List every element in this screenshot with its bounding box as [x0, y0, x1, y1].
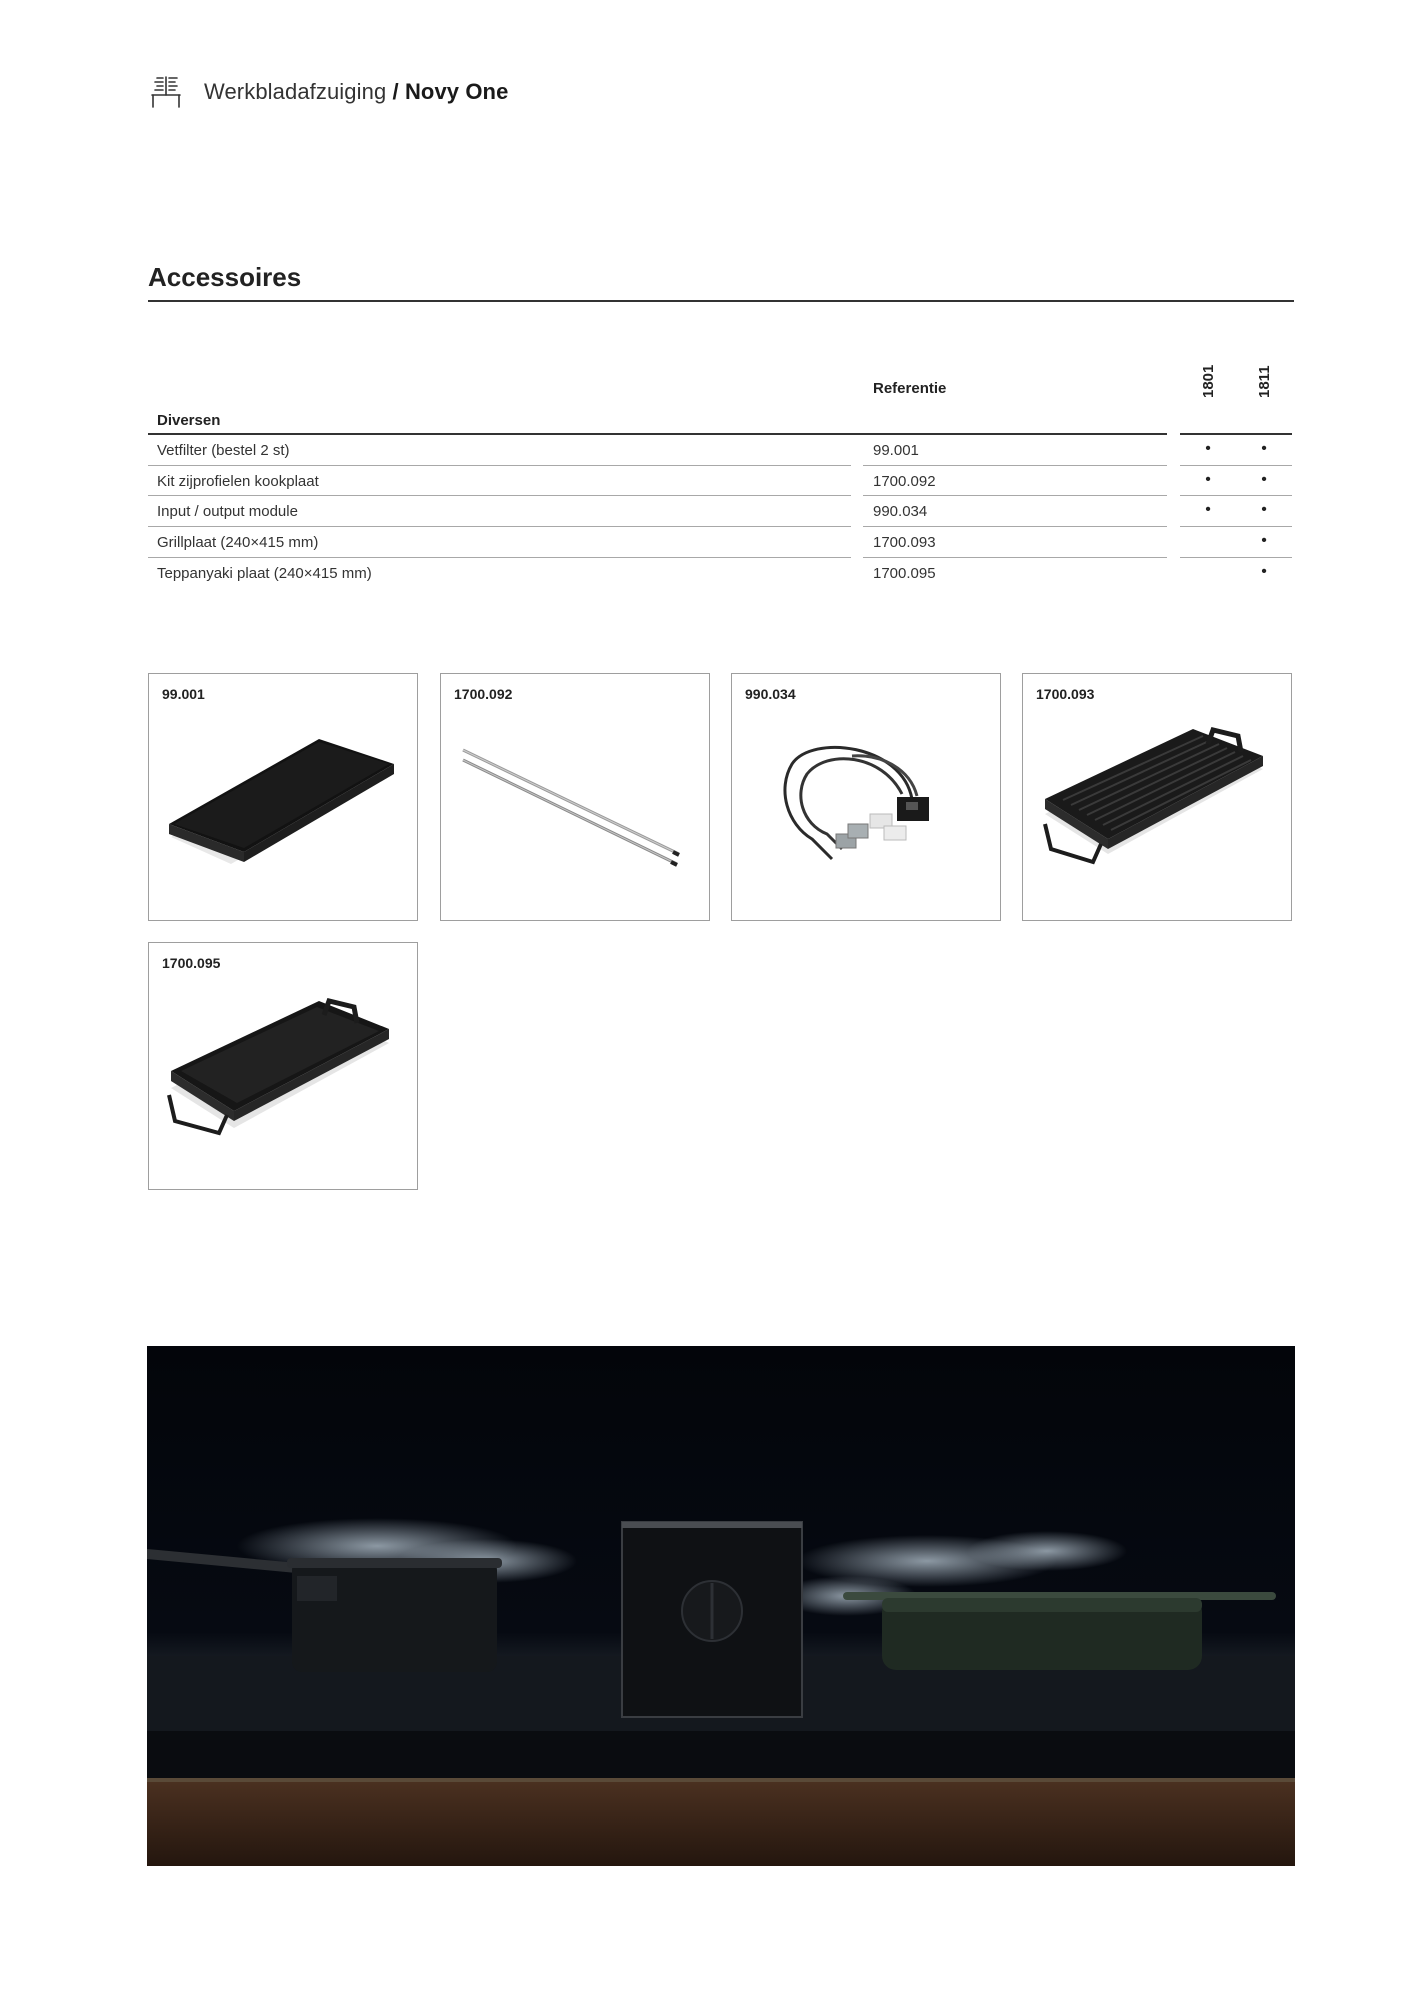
table-row: [0, 497, 1415, 527]
kitchen-downdraft-photo: [147, 1346, 1295, 1866]
row-reference: 1700.092: [873, 473, 936, 490]
grill-plate-image: [1023, 674, 1293, 922]
io-module-image: [732, 674, 1002, 922]
side-profile-kit-image: [441, 674, 711, 922]
group-label: Diversen: [157, 412, 221, 429]
row-name: Grillplaat (240×415 mm): [157, 534, 319, 551]
product-reference: 1700.095: [162, 955, 221, 971]
row-divider: [863, 557, 1167, 558]
row-divider: [1180, 495, 1292, 496]
product-card-1700095: [148, 942, 418, 1190]
table-row: [0, 467, 1415, 497]
breadcrumb-category: Werkbladafzuiging: [204, 79, 387, 104]
product-card-990034: [731, 673, 1001, 921]
table-row: [0, 436, 1415, 466]
availability-1801: •: [1205, 440, 1211, 457]
row-divider: [148, 526, 851, 527]
row-reference: 99.001: [873, 442, 919, 459]
grease-filter-image: [149, 674, 419, 922]
availability-1811: •: [1261, 532, 1267, 549]
row-reference: 990.034: [873, 503, 928, 520]
table-header-divider-models: [1180, 433, 1292, 435]
row-divider: [148, 557, 851, 558]
table-row: [0, 528, 1415, 558]
product-card-1700093: [1022, 673, 1292, 921]
model-1811-column-header: 1811: [1256, 365, 1273, 398]
row-divider: [863, 495, 1167, 496]
row-divider: [1180, 526, 1292, 527]
row-name: Input / output module: [157, 503, 298, 520]
row-name: Vetfilter (bestel 2 st): [157, 442, 290, 459]
row-divider: [1180, 465, 1292, 466]
section-title: Accessoires: [148, 262, 302, 292]
availability-1811: •: [1261, 563, 1267, 580]
table-header-divider: [148, 433, 1167, 435]
page-header: [150, 74, 508, 110]
breadcrumb: [204, 79, 508, 105]
availability-1801: •: [1205, 471, 1211, 488]
row-name: Kit zijprofielen kookplaat: [157, 473, 319, 490]
section-divider: [148, 300, 1294, 302]
breadcrumb-separator: /: [386, 79, 405, 104]
row-divider: [1180, 557, 1292, 558]
row-divider: [148, 495, 851, 496]
row-divider: [148, 465, 851, 466]
row-reference: 1700.093: [873, 534, 936, 551]
downdraft-extractor-icon: [150, 75, 182, 109]
availability-1811: •: [1261, 471, 1267, 488]
availability-1801: •: [1205, 501, 1211, 518]
teppanyaki-plate-image: [149, 943, 419, 1191]
row-divider: [863, 465, 1167, 466]
hero-photo: [147, 1346, 1295, 1866]
product-card-99001: [148, 673, 418, 921]
product-reference: 99.001: [162, 686, 205, 702]
availability-1811: •: [1261, 501, 1267, 518]
product-reference: 1700.092: [454, 686, 513, 702]
table-row: [0, 559, 1415, 589]
product-reference: 990.034: [745, 686, 796, 702]
product-card-1700092: [440, 673, 710, 921]
row-name: Teppanyaki plaat (240×415 mm): [157, 565, 372, 582]
reference-column-header: Referentie: [873, 380, 947, 397]
model-1801-column-header: 1801: [1200, 364, 1217, 398]
breadcrumb-product: Novy One: [404, 79, 509, 104]
row-divider: [863, 526, 1167, 527]
product-reference: 1700.093: [1036, 686, 1095, 702]
row-reference: 1700.095: [873, 565, 936, 582]
availability-1811: •: [1261, 440, 1267, 457]
